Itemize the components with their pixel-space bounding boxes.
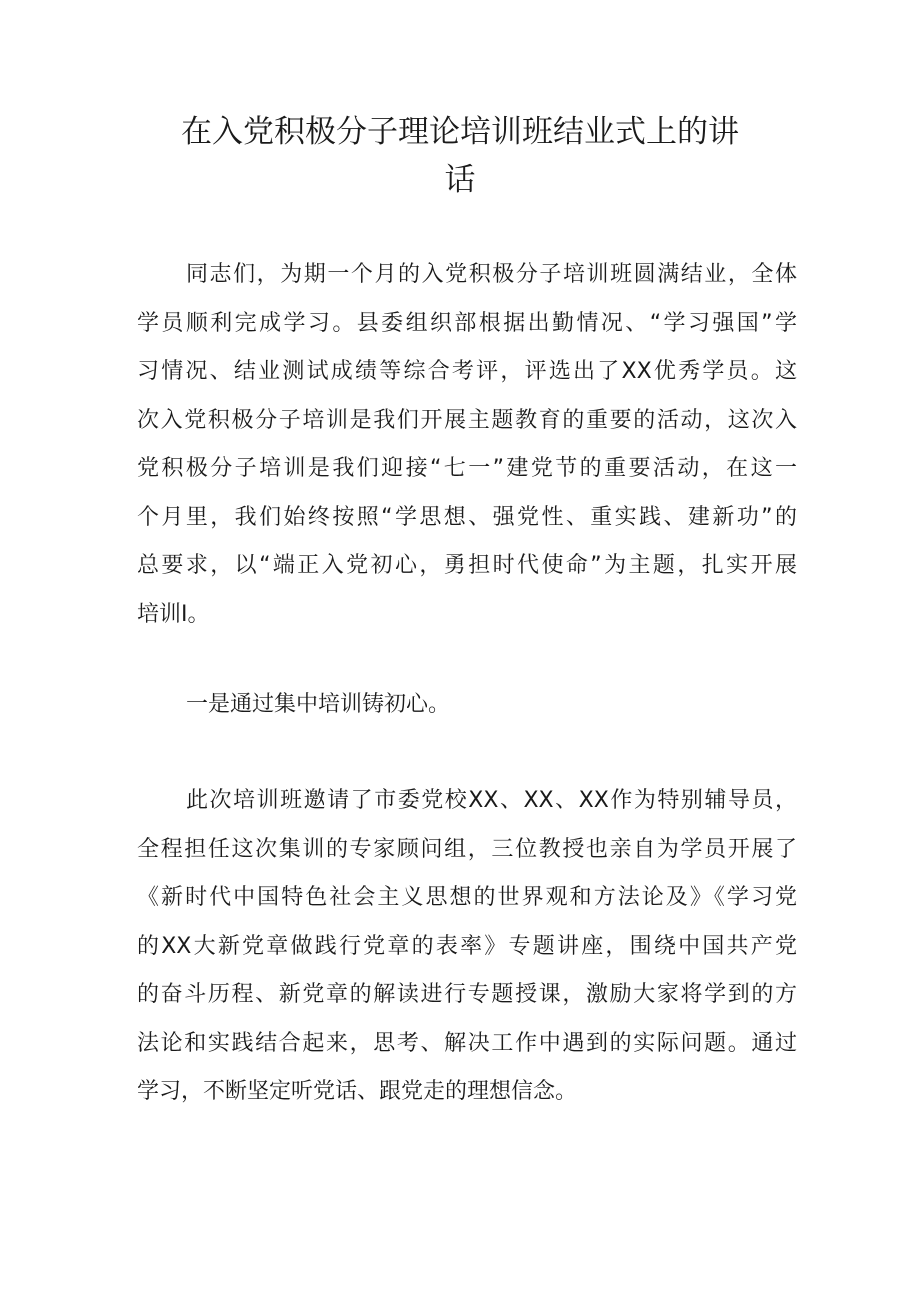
paragraph-line: 习情况、结业测试成绩等综合考评，评选出了XX优秀学员。这	[137, 359, 797, 384]
paragraph-line: 法论和实践结合起来，思考、解决工作中遇到的实际问题。通过	[137, 1030, 797, 1056]
paragraph-line: 《新时代中国特色社会主义思想的世界观和方法论及》《学习党	[137, 885, 797, 910]
paragraph-line: 个月里，我们始终按照“学思想、强党性、重实践、建新功”的	[137, 504, 797, 530]
paragraph-line: 总要求，以“端正入党初心，勇担时代使命”为主题，扎实开展	[137, 553, 797, 578]
document-title	[120, 108, 800, 204]
paragraph-line: 此次培训班邀请了市委党校XX、XX、XX作为特别辅导员，	[186, 788, 797, 813]
section-heading	[137, 681, 797, 730]
paragraph-line: 的奋斗历程、新党章的解读进行专题授课，激励大家将学到的方	[137, 982, 797, 1007]
paragraph-line: 的XX大新党章做践行党章的表率》专题讲座，围绕中国共产党	[137, 933, 797, 959]
title-line: 在入党积极分子理论培训班结业式上的讲	[181, 114, 739, 150]
paragraph-line: 全程担任这次集训的专家顾问组，三位教授也亲自为学员开展了	[137, 836, 797, 862]
paragraph-line: 学员顺利完成学习。县委组织部根据出勤情况、“学习强国”学	[137, 310, 797, 336]
paragraph-training	[137, 777, 797, 1117]
title-line: 话	[444, 162, 476, 198]
section-heading-line: 一是通过集中培训铸初心。	[186, 692, 451, 717]
paragraph-line: 次入党积极分子培训是我们开展主题教育的重要的活动，这次入	[137, 407, 797, 433]
paragraph-opening	[137, 251, 797, 639]
paragraph-line: 学习，不断坚定听党话、跟党走的理想信念。	[137, 1079, 578, 1104]
paragraph-line: 党积极分子培训是我们迎接“七一”建党节的重要活动，在这一	[137, 456, 797, 481]
paragraph-line: 培训I。	[137, 601, 210, 627]
paragraph-line: 同志们，为期一个月的入党积极分子培训班圆满结业，全体	[186, 262, 797, 287]
